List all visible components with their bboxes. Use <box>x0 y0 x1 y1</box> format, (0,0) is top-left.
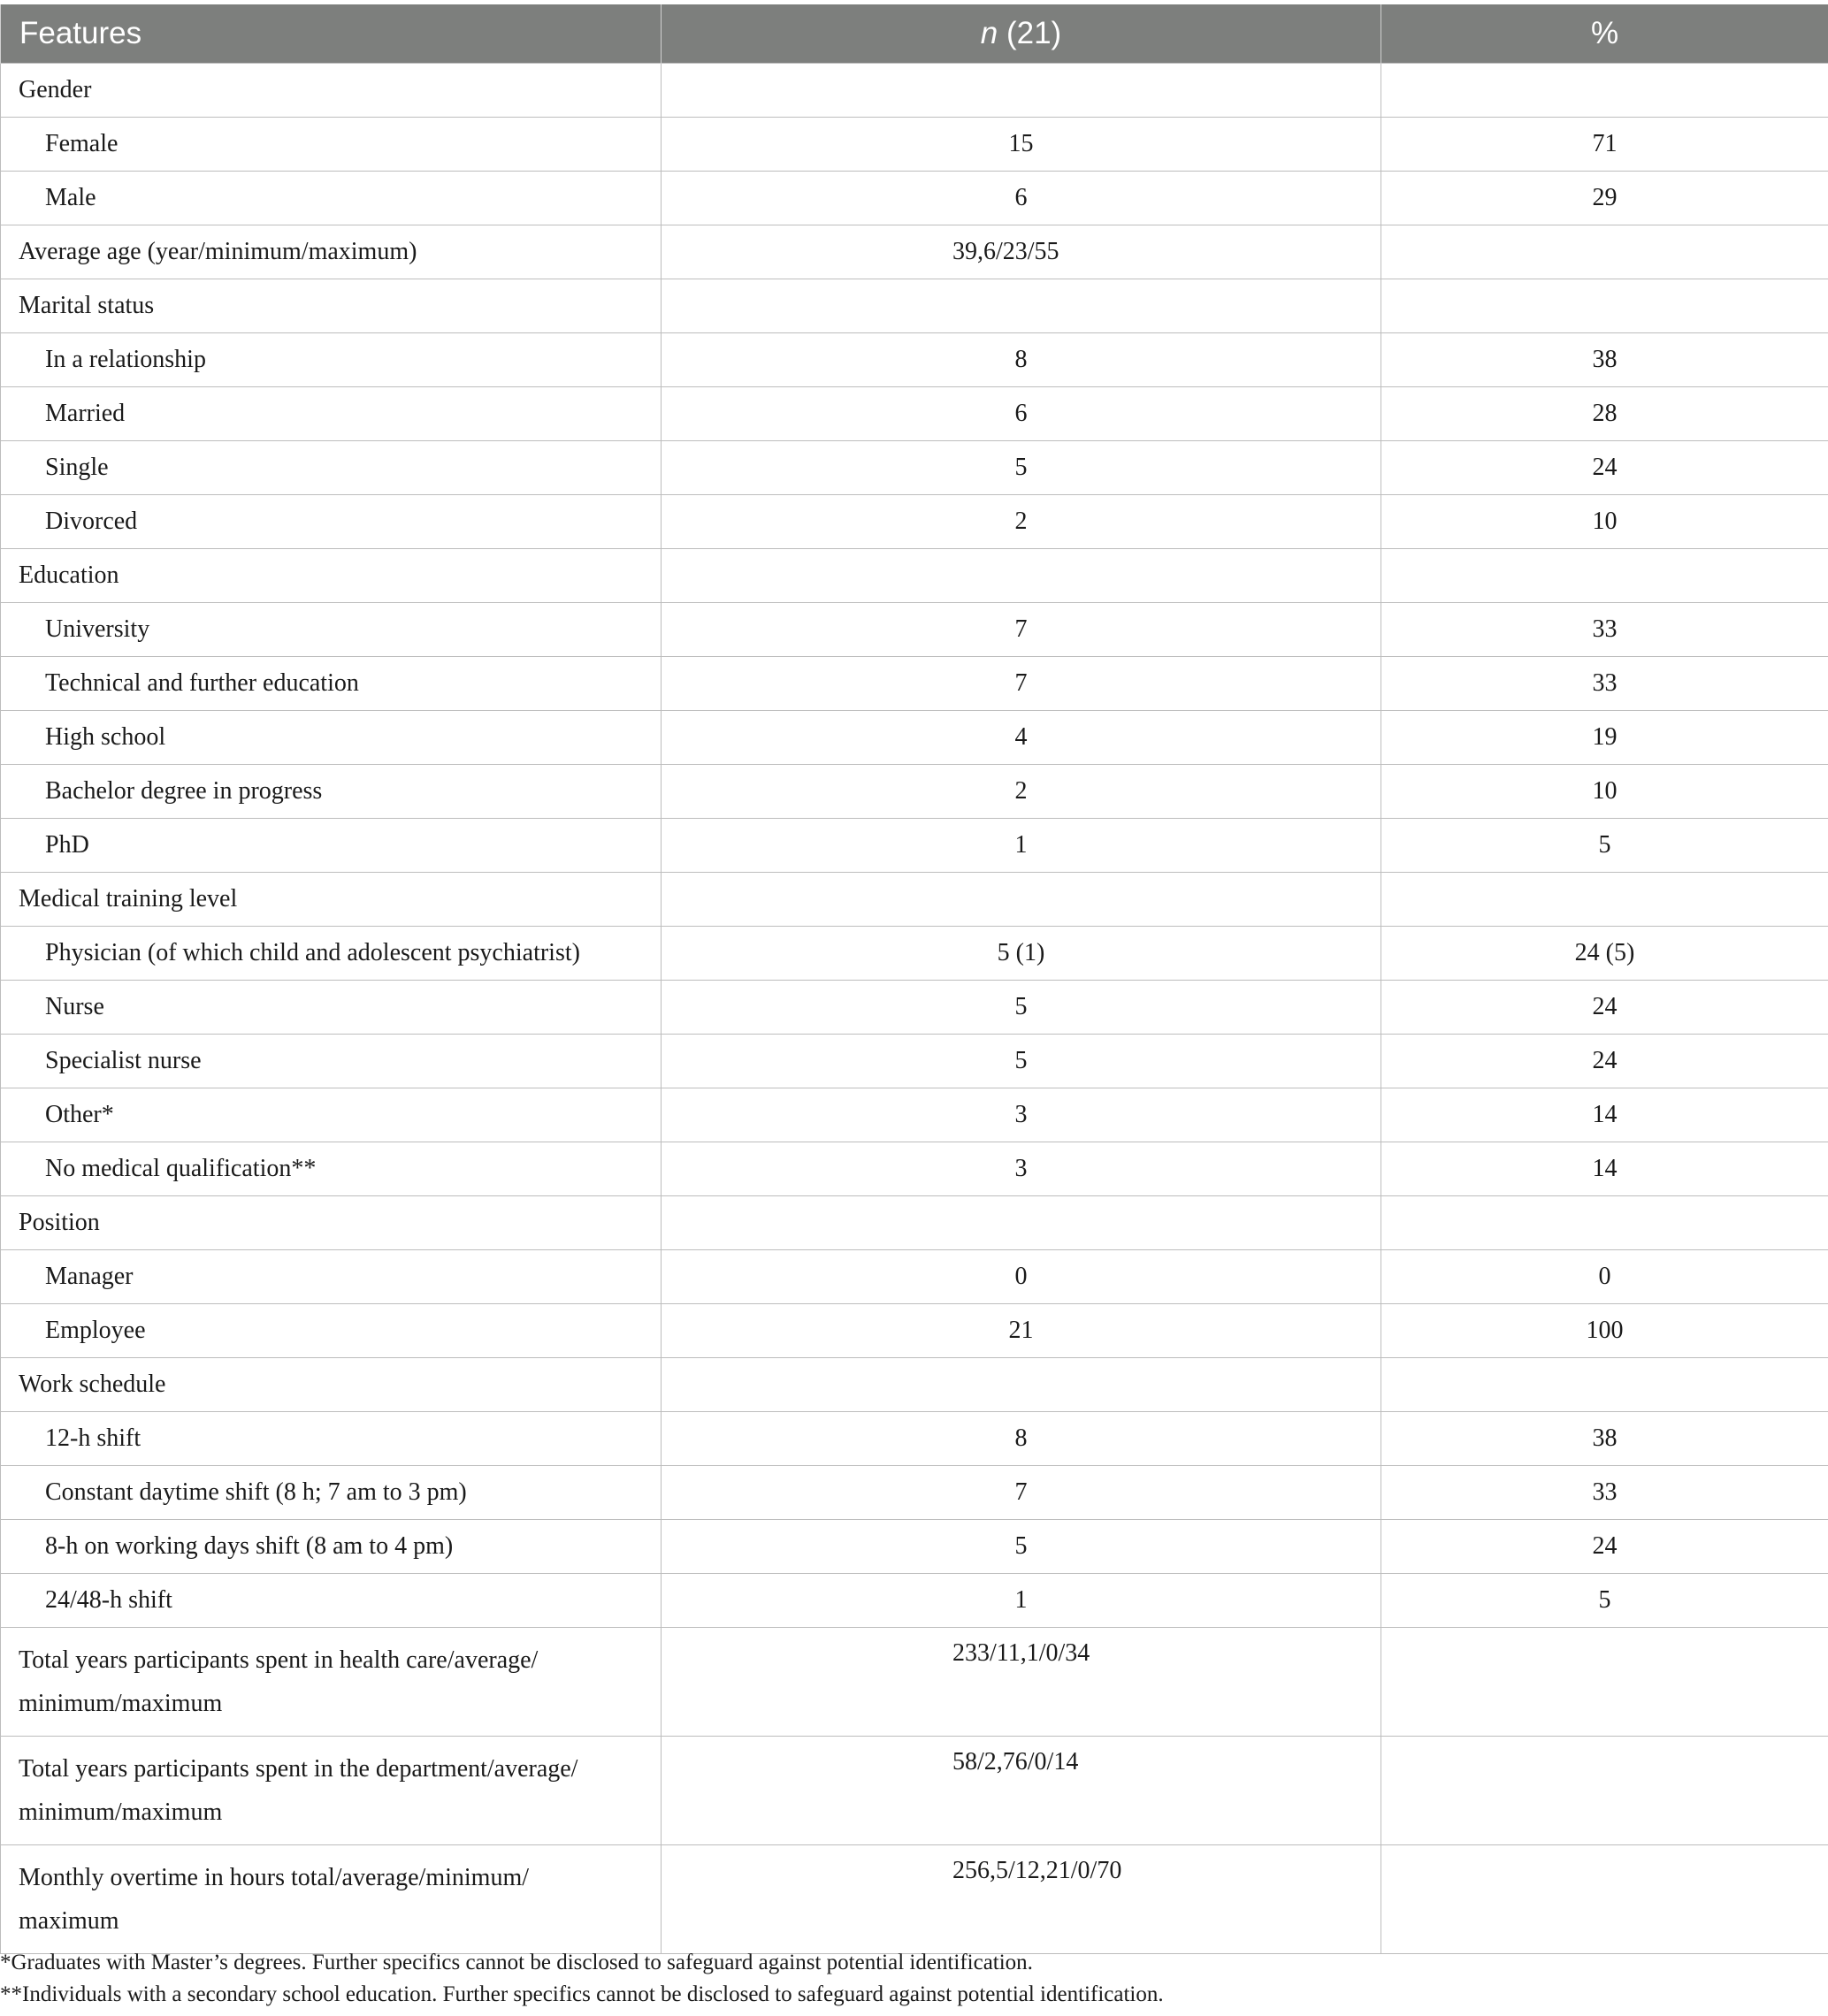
table-row <box>1 711 1828 765</box>
row-label: Female <box>1 118 662 172</box>
table-section-row <box>1 225 1828 279</box>
row-label: Gender <box>1 64 662 118</box>
row-n-value: 5 <box>662 981 1381 1035</box>
row-percent-value: 24 <box>1381 441 1828 495</box>
row-label: Position <box>1 1196 662 1250</box>
footnote-1: *Graduates with Master’s degrees. Further specifics cannot be disclosed to safeguard against potential identification. <box>0 1951 1033 1974</box>
row-label: 24/48-h shift <box>1 1574 662 1628</box>
table-section-row <box>1 279 1828 333</box>
row-label: Divorced <box>1 495 662 549</box>
row-label: Nurse <box>1 981 662 1035</box>
table-row <box>1 495 1828 549</box>
row-label: PhD <box>1 819 662 873</box>
row-n-value: 6 <box>662 172 1381 225</box>
row-percent-value: 24 <box>1381 1520 1828 1574</box>
row-percent-value <box>1381 225 1828 279</box>
table-header <box>1 4 1828 64</box>
row-percent-value <box>1381 1196 1828 1250</box>
row-n-value: 5 <box>662 1035 1381 1088</box>
table-section-row <box>1 549 1828 603</box>
row-n-value <box>662 1196 1381 1250</box>
row-percent-value <box>1381 549 1828 603</box>
row-label <box>1 1737 662 1845</box>
table-row-multiline <box>1 1737 1828 1845</box>
row-percent-value: 14 <box>1381 1142 1828 1196</box>
row-label: Manager <box>1 1250 662 1304</box>
row-percent-value: 29 <box>1381 172 1828 225</box>
row-percent-value: 38 <box>1381 333 1828 387</box>
table-footnotes <box>0 1947 1164 2011</box>
row-n-value: 7 <box>662 657 1381 711</box>
table-row <box>1 172 1828 225</box>
table-row <box>1 387 1828 441</box>
table-row <box>1 1142 1828 1196</box>
table-row-multiline <box>1 1845 1828 1954</box>
row-percent-value: 33 <box>1381 1466 1828 1520</box>
row-label: High school <box>1 711 662 765</box>
row-n-value: 3 <box>662 1142 1381 1196</box>
row-n-value: 8 <box>662 333 1381 387</box>
row-percent-value: 5 <box>1381 1574 1828 1628</box>
row-percent-value <box>1381 1628 1828 1737</box>
header-features: Features <box>1 4 662 64</box>
table-row <box>1 1574 1828 1628</box>
row-n-value: 0 <box>662 1250 1381 1304</box>
row-n-value <box>662 873 1381 927</box>
row-n-value: 8 <box>662 1412 1381 1466</box>
row-label-line-1: Monthly overtime in hours total/average/minimum/ <box>19 1864 530 1891</box>
row-n-value <box>662 549 1381 603</box>
row-percent-value: 0 <box>1381 1250 1828 1304</box>
row-label: Specialist nurse <box>1 1035 662 1088</box>
row-n-value: 2 <box>662 495 1381 549</box>
header-n <box>662 4 1381 64</box>
row-percent-value <box>1381 279 1828 333</box>
table-row <box>1 1035 1828 1088</box>
table-row <box>1 1088 1828 1142</box>
row-n-value: 1 <box>662 1574 1381 1628</box>
row-label: Bachelor degree in progress <box>1 765 662 819</box>
row-label: 12-h shift <box>1 1412 662 1466</box>
row-percent-value <box>1381 873 1828 927</box>
row-percent-value: 33 <box>1381 657 1828 711</box>
row-label <box>1 1845 662 1954</box>
row-n-value: 7 <box>662 1466 1381 1520</box>
row-label: In a relationship <box>1 333 662 387</box>
row-label-line-1: Total years participants spent in the department/average/ <box>19 1755 578 1783</box>
row-n-value <box>662 279 1381 333</box>
table-row <box>1 603 1828 657</box>
row-label-line-1: Total years participants spent in health care/average/ <box>19 1646 539 1674</box>
row-label-line-2: maximum <box>19 1907 119 1935</box>
row-label: Other* <box>1 1088 662 1142</box>
row-n-value <box>662 1358 1381 1412</box>
table-section-row <box>1 64 1828 118</box>
row-n-value: 21 <box>662 1304 1381 1358</box>
row-n-value: 5 (1) <box>662 927 1381 981</box>
row-n-value: 7 <box>662 603 1381 657</box>
row-percent-value: 19 <box>1381 711 1828 765</box>
row-label: Medical training level <box>1 873 662 927</box>
row-label: No medical qualification** <box>1 1142 662 1196</box>
row-percent-value <box>1381 1358 1828 1412</box>
row-percent-value: 5 <box>1381 819 1828 873</box>
row-percent-value: 14 <box>1381 1088 1828 1142</box>
row-label: 8-h on working days shift (8 am to 4 pm) <box>1 1520 662 1574</box>
row-percent-value: 24 <box>1381 1035 1828 1088</box>
row-percent-value: 10 <box>1381 765 1828 819</box>
row-n-value: 58/2,76/0/14 <box>662 1737 1381 1845</box>
table-section-row <box>1 1358 1828 1412</box>
demographics-table <box>0 4 1828 1954</box>
table-row <box>1 1466 1828 1520</box>
table-row <box>1 1250 1828 1304</box>
row-percent-value: 24 (5) <box>1381 927 1828 981</box>
row-label: University <box>1 603 662 657</box>
table-row <box>1 819 1828 873</box>
demographics-table-container <box>0 4 1828 1954</box>
header-row <box>1 4 1828 64</box>
row-label: Marital status <box>1 279 662 333</box>
table-row <box>1 333 1828 387</box>
row-label: Male <box>1 172 662 225</box>
row-n-value: 256,5/12,21/0/70 <box>662 1845 1381 1954</box>
row-label: Average age (year/minimum/maximum) <box>1 225 662 279</box>
table-row <box>1 657 1828 711</box>
row-n-value: 233/11,1/0/34 <box>662 1628 1381 1737</box>
row-n-value: 15 <box>662 118 1381 172</box>
row-percent-value: 10 <box>1381 495 1828 549</box>
row-label-line-2: minimum/maximum <box>19 1798 223 1826</box>
row-n-value: 5 <box>662 1520 1381 1574</box>
row-label: Single <box>1 441 662 495</box>
row-n-value: 6 <box>662 387 1381 441</box>
row-n-value: 39,6/23/55 <box>662 225 1381 279</box>
row-percent-value <box>1381 64 1828 118</box>
header-n-label: n <box>980 16 998 50</box>
row-n-value <box>662 64 1381 118</box>
row-label: Technical and further education <box>1 657 662 711</box>
table-row <box>1 927 1828 981</box>
table-row <box>1 1412 1828 1466</box>
row-percent-value: 33 <box>1381 603 1828 657</box>
footnote-2: **Individuals with a secondary school education. Further specifics cannot be disclosed to safeguard against potential identification. <box>0 1982 1164 2006</box>
row-label: Employee <box>1 1304 662 1358</box>
row-n-value: 4 <box>662 711 1381 765</box>
row-label: Constant daytime shift (8 h; 7 am to 3 pm) <box>1 1466 662 1520</box>
row-n-value: 5 <box>662 441 1381 495</box>
row-n-value: 3 <box>662 1088 1381 1142</box>
row-percent-value: 71 <box>1381 118 1828 172</box>
table-body <box>1 64 1828 1954</box>
row-percent-value: 38 <box>1381 1412 1828 1466</box>
row-label: Work schedule <box>1 1358 662 1412</box>
table-row <box>1 1304 1828 1358</box>
table-row <box>1 118 1828 172</box>
row-percent-value <box>1381 1845 1828 1954</box>
row-label-line-2: minimum/maximum <box>19 1690 223 1717</box>
row-n-value: 1 <box>662 819 1381 873</box>
row-percent-value: 100 <box>1381 1304 1828 1358</box>
header-percent: % <box>1381 4 1828 64</box>
table-section-row <box>1 873 1828 927</box>
header-n-count: (21) <box>1006 16 1062 50</box>
table-row <box>1 765 1828 819</box>
table-row-multiline <box>1 1628 1828 1737</box>
table-row <box>1 441 1828 495</box>
row-label: Married <box>1 387 662 441</box>
row-label: Physician (of which child and adolescent psychiatrist) <box>1 927 662 981</box>
row-label: Education <box>1 549 662 603</box>
table-row <box>1 981 1828 1035</box>
row-n-value: 2 <box>662 765 1381 819</box>
table-row <box>1 1520 1828 1574</box>
row-percent-value: 28 <box>1381 387 1828 441</box>
row-percent-value: 24 <box>1381 981 1828 1035</box>
table-section-row <box>1 1196 1828 1250</box>
row-percent-value <box>1381 1737 1828 1845</box>
row-label <box>1 1628 662 1737</box>
